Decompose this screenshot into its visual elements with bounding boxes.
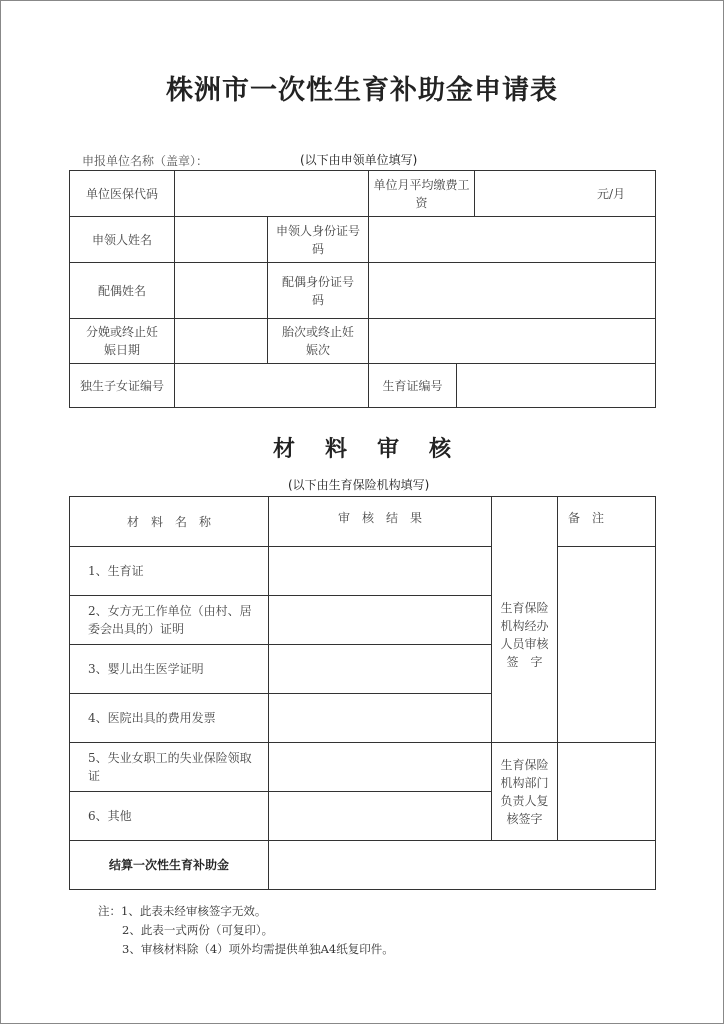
result-field-3[interactable] xyxy=(269,645,492,694)
result-field-6[interactable] xyxy=(269,792,492,841)
material-item-2: 2、女方无工作单位（由村、居委会出具的）证明 xyxy=(70,596,269,645)
note-3: 3、审核材料除（4）项外均需提供单独A4纸复印件。 xyxy=(122,942,394,956)
note-1: 注：1、此表未经审核签字无效。 xyxy=(98,904,267,918)
insurance-code-label: 单位医保代码 xyxy=(70,171,175,217)
applicant-info-table xyxy=(69,170,656,408)
pregnancy-count-label: 胎次或终止妊娠次 xyxy=(268,319,369,364)
insurance-code-field[interactable] xyxy=(175,171,369,217)
spouse-id-field[interactable] xyxy=(369,263,656,319)
form-title: 株洲市一次性生育补助金申请表 xyxy=(166,75,558,106)
col-remark-header: 备 注 xyxy=(558,497,656,547)
material-review-table xyxy=(69,496,656,890)
spouse-id-label: 配偶身份证号 码 xyxy=(268,263,369,319)
delivery-date-field[interactable] xyxy=(175,319,268,364)
spouse-name-field[interactable] xyxy=(175,263,268,319)
material-item-3: 3、婴儿出生医学证明 xyxy=(70,645,269,694)
only-child-cert-field[interactable] xyxy=(175,364,369,408)
footer-notes xyxy=(98,902,394,959)
spouse-name-label: 配偶姓名 xyxy=(70,263,175,319)
only-child-cert-label: 独生子女证编号 xyxy=(70,364,175,408)
section1-note: (以下由申领单位填写) xyxy=(300,153,418,167)
avg-wage-field[interactable] xyxy=(475,171,656,217)
note-2: 2、此表一式两份（可复印）。 xyxy=(122,923,274,937)
birth-cert-label: 生育证编号 xyxy=(369,364,457,408)
birth-cert-field[interactable] xyxy=(457,364,656,408)
material-item-5: 5、失业女职工的失业保险领取证 xyxy=(70,743,269,792)
result-field-2[interactable] xyxy=(269,596,492,645)
pregnancy-count-field[interactable] xyxy=(369,319,656,364)
material-item-4: 4、医院出具的费用发票 xyxy=(70,694,269,743)
manager-sign-label: 生育保险机构部门负责人复核签字 xyxy=(492,743,558,841)
result-field-5[interactable] xyxy=(269,743,492,792)
result-field-4[interactable] xyxy=(269,694,492,743)
remark-field-2[interactable] xyxy=(558,743,656,841)
settlement-label: 结算一次性生育补助金 xyxy=(70,841,269,890)
section2-title: 材料审核 xyxy=(272,436,481,462)
claimant-name-field[interactable] xyxy=(175,217,268,263)
material-item-1: 1、生育证 xyxy=(70,547,269,596)
applicant-unit-label: 申报单位名称（盖章）： xyxy=(82,154,209,168)
delivery-date-label: 分娩或终止妊娠日期 xyxy=(70,319,175,364)
staff-sign-label: 生育保险机构经办人员审核签 字 xyxy=(492,497,558,743)
col-material-header: 材 料 名 称 xyxy=(70,497,269,547)
remark-field-1[interactable] xyxy=(558,547,656,743)
avg-wage-label: 单位月平均缴费工资 xyxy=(369,171,475,217)
result-field-1[interactable] xyxy=(269,547,492,596)
settlement-field[interactable] xyxy=(269,841,656,890)
wage-unit: 元/月 xyxy=(596,186,625,201)
section2-note: (以下由生育保险机构填写) xyxy=(288,478,430,492)
material-item-6: 6、其他 xyxy=(70,792,269,841)
col-result-header: 审 核 结 果 xyxy=(269,497,492,547)
claimant-id-label: 申领人身份证号 码 xyxy=(268,217,369,263)
claimant-id-field[interactable] xyxy=(369,217,656,263)
claimant-name-label: 申领人姓名 xyxy=(70,217,175,263)
